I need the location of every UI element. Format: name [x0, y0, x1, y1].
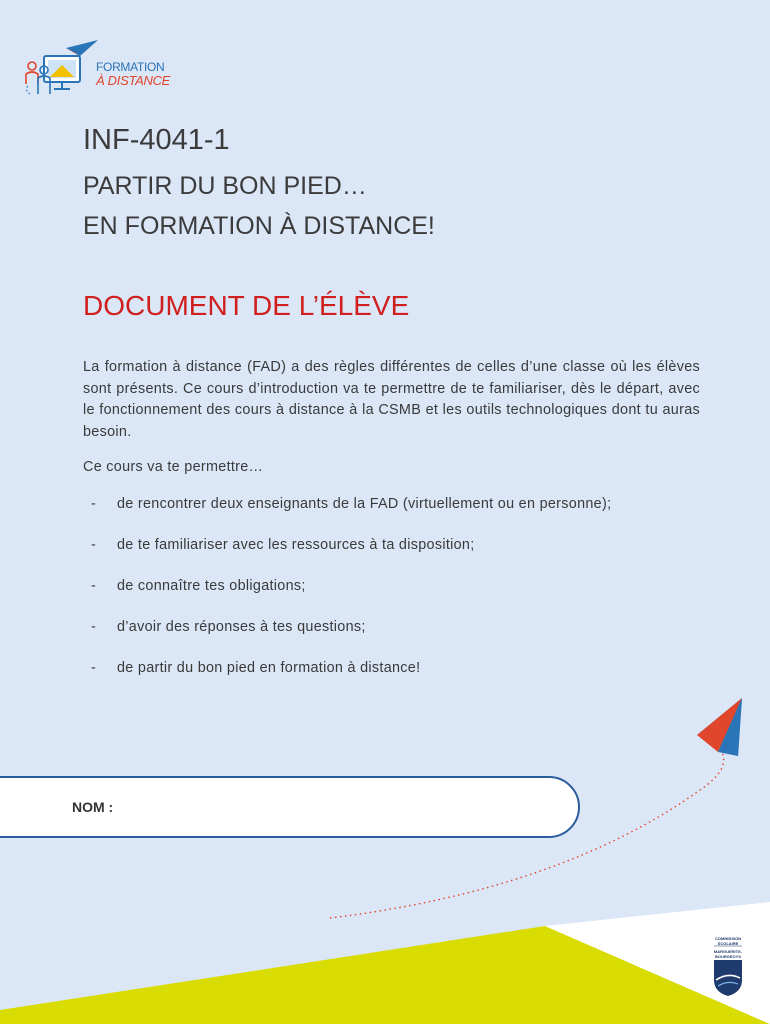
bullet-text: de partir du bon pied en formation à distance!: [117, 660, 421, 676]
bullet-dash: -: [91, 660, 97, 676]
bullet-text: de connaître tes obligations;: [117, 578, 306, 594]
bullet-text: de rencontrer deux enseignants de la FAD (virtuellement ou en personne);: [117, 496, 612, 512]
paper-plane-icon: [697, 698, 742, 756]
document-title: DOCUMENT DE L’ÉLÈVE: [83, 290, 410, 321]
bullet-dash: -: [91, 578, 97, 594]
csmb-line: BOURGEOYS: [714, 954, 741, 959]
course-code: INF-4041-1: [83, 124, 230, 156]
name-label: NOM :: [72, 799, 114, 815]
bullet-dash: -: [91, 537, 97, 553]
bullet-text: de te familiariser avec les ressources à ta disposition;: [117, 537, 475, 553]
bullet-dash: -: [91, 496, 97, 512]
csmb-shield-icon: [706, 936, 750, 998]
bullet-text: d’avoir des réponses à tes questions;: [117, 619, 366, 635]
bullet-dash: -: [91, 619, 97, 635]
intro-paragraph: La formation à distance (FAD) a des règles différentes de celles d’une classe où les élèves sont présents. Ce cours d’introduction va te permettre de te familiariser, dès le départ, avec le fonctionnement des cours à distance à la CSMB et les outils technologiques dont tu auras besoin.: [83, 359, 700, 440]
csmb-line: SCOLAIRE: [717, 941, 739, 946]
csmb-line: MARGUERITE-: [713, 949, 743, 954]
csmb-emblem: [706, 936, 750, 998]
csmb-line: COMMISSION: [714, 936, 742, 941]
lead-sentence: Ce cours va te permettre…: [83, 459, 264, 475]
logo-line-formation: FORMATION: [96, 60, 165, 74]
logo-line-a-distance: À DISTANCE: [96, 73, 171, 88]
title-line-2: EN FORMATION À DISTANCE!: [83, 212, 435, 240]
title-line-1: PARTIR DU BON PIED…: [83, 172, 367, 200]
